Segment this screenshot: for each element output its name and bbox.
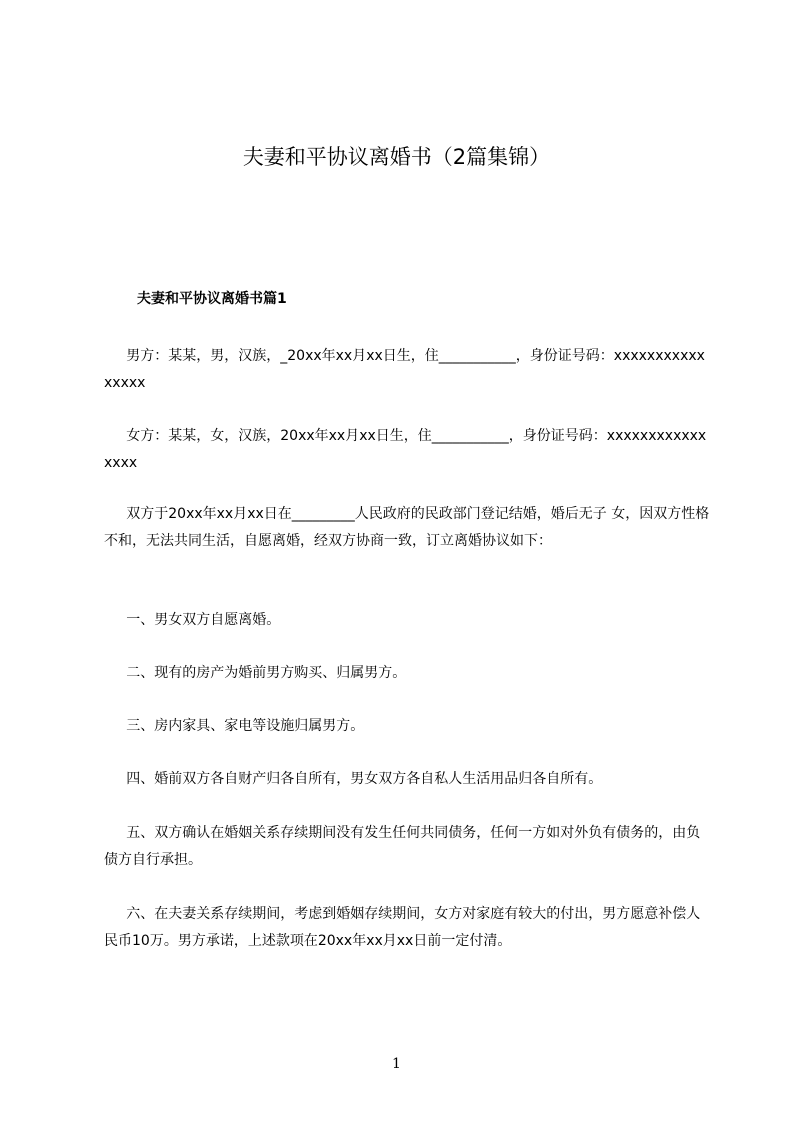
paragraph-wife: 女方：某某，女，汉族，20xx年xx月xx日生，住___________，身份证号码：xxxxxxxxxxxxxxxx xyxy=(104,428,707,471)
clause-2: 二、现有的房产为婚前男方购买、归属男方。 xyxy=(104,665,407,681)
clause-3: 三、房内家具、家电等设施归属男方。 xyxy=(104,718,365,734)
page-number: 1 xyxy=(392,1056,401,1072)
paragraph-husband: 男方：某某，男，汉族，_20xx年xx月xx日生，住___________，身份证号码：xxxxxxxxxxxxxxxx xyxy=(104,348,705,391)
clause-5: 五、双方确认在婚姻关系存续期间没有发生任何共同债务，任何一方如对外负有债务的，由负债方自行承担。 xyxy=(104,825,701,868)
clause-4: 四、婚前双方各自财产归各自所有，男女双方各自私人生活用品归各自所有。 xyxy=(104,771,603,787)
clause-6: 六、在夫妻关系存续期间，考虑到婚姻存续期间，女方对家庭有较大的付出，男方愿意补偿人民币10万。男方承诺，上述款项在20xx年xx月xx日前一定付清。 xyxy=(104,906,701,949)
section-title: 夫妻和平协议离婚书篇1 xyxy=(137,291,287,307)
clause-1: 一、男女双方自愿离婚。 xyxy=(104,612,281,628)
page-title: 夫妻和平协议离婚书（2篇集锦） xyxy=(242,145,551,169)
paragraph-marriage: 双方于20xx年xx月xx日在_________人民政府的民政部门登记结婚，婚后无子 女，因双方性格不和，无法共同生活，自愿离婚，经双方协商一致，订立离婚协议如下： xyxy=(104,506,710,549)
